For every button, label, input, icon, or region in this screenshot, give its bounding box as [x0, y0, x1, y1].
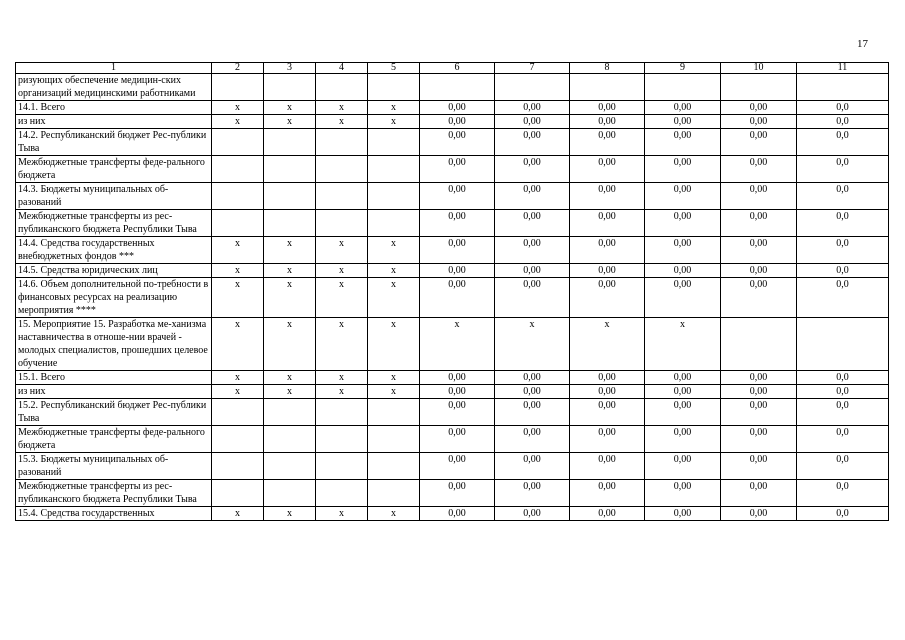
table-cell [368, 183, 420, 210]
header-cell: 10 [721, 63, 797, 74]
table-cell: х [212, 507, 264, 521]
table-row [16, 385, 889, 399]
table-cell: 0,00 [645, 426, 721, 453]
table-cell: 0,0 [797, 385, 889, 399]
table-cell: 0,00 [495, 371, 570, 385]
table-cell: 0,00 [645, 278, 721, 318]
table-cell: 0,00 [721, 453, 797, 480]
table-cell: 0,00 [495, 264, 570, 278]
table-cell: х [368, 385, 420, 399]
table-cell [316, 453, 368, 480]
table-cell: 0,00 [645, 101, 721, 115]
table-cell: х [368, 264, 420, 278]
table-cell [316, 399, 368, 426]
table-cell: 0,00 [721, 101, 797, 115]
table-cell: 0,00 [420, 385, 495, 399]
table-cell: 0,00 [495, 237, 570, 264]
table-cell: 0,00 [420, 210, 495, 237]
table-cell: 0,00 [420, 101, 495, 115]
table-cell [368, 210, 420, 237]
table-cell: 0,00 [495, 278, 570, 318]
table-cell: х [264, 278, 316, 318]
table-cell: 0,00 [570, 480, 645, 507]
row-label: 14.5. Средства юридических лиц [16, 264, 212, 278]
table-row [16, 129, 889, 156]
table-cell: 0,00 [495, 115, 570, 129]
header-cell: 6 [420, 63, 495, 74]
table-cell [316, 129, 368, 156]
table-cell: 0,00 [570, 115, 645, 129]
table-cell: 0,0 [797, 129, 889, 156]
header-cell: 9 [645, 63, 721, 74]
table-cell [721, 74, 797, 101]
table-cell [797, 74, 889, 101]
row-label: из них [16, 115, 212, 129]
table-cell: 0,00 [721, 210, 797, 237]
table-cell [212, 74, 264, 101]
table-cell: 0,00 [721, 426, 797, 453]
table-cell: 0,00 [495, 101, 570, 115]
table-cell: х [264, 264, 316, 278]
table-cell: 0,00 [570, 101, 645, 115]
table-row [16, 371, 889, 385]
table-cell: 0,00 [645, 371, 721, 385]
table-cell: 0,0 [797, 210, 889, 237]
table-cell: 0,0 [797, 264, 889, 278]
table-cell [212, 183, 264, 210]
table-cell: х [264, 115, 316, 129]
table-cell: х [316, 101, 368, 115]
table-cell: х [316, 371, 368, 385]
table-cell [264, 399, 316, 426]
row-label: из них [16, 385, 212, 399]
table-cell [264, 74, 316, 101]
table-cell: 0,00 [570, 156, 645, 183]
table-cell: 0,00 [570, 237, 645, 264]
table-cell: 0,00 [570, 371, 645, 385]
table-cell: 0,00 [645, 480, 721, 507]
table-cell: 0,00 [645, 115, 721, 129]
table-cell [495, 74, 570, 101]
header-cell: 11 [797, 63, 889, 74]
row-label: 14.2. Республиканский бюджет Рес-публики Тыва [16, 129, 212, 156]
table-cell [570, 74, 645, 101]
table-cell: 0,00 [645, 129, 721, 156]
table-cell [212, 210, 264, 237]
table-cell: 0,00 [570, 278, 645, 318]
table-cell [316, 426, 368, 453]
table-cell: 0,00 [721, 264, 797, 278]
table-cell: 0,00 [721, 507, 797, 521]
table-cell [264, 426, 316, 453]
page-number: 17 [857, 38, 868, 50]
header-cell: 4 [316, 63, 368, 74]
table-cell: 0,00 [420, 426, 495, 453]
table-cell: 0,00 [420, 115, 495, 129]
table-cell: 0,0 [797, 156, 889, 183]
table-cell: 0,00 [420, 399, 495, 426]
table-cell: х [495, 318, 570, 371]
table-cell: 0,00 [420, 264, 495, 278]
table-cell: 0,0 [797, 101, 889, 115]
table-cell: 0,00 [420, 156, 495, 183]
table-cell: х [212, 385, 264, 399]
table-cell: х [212, 101, 264, 115]
table-cell: 0,00 [495, 385, 570, 399]
table-cell: 0,00 [721, 480, 797, 507]
header-row [16, 63, 889, 74]
table-cell: 0,0 [797, 426, 889, 453]
table-cell: 0,00 [721, 183, 797, 210]
table-row [16, 318, 889, 371]
table-cell: 0,00 [645, 385, 721, 399]
table-cell: 0,00 [570, 264, 645, 278]
table-cell: 0,0 [797, 371, 889, 385]
table-row [16, 453, 889, 480]
row-label: 14.1. Всего [16, 101, 212, 115]
table-cell: 0,00 [420, 183, 495, 210]
row-label: 15. Мероприятие 15. Разработка ме-ханизма наставничества в отноше-нии врачей - молодых специалистов, прошедших целевое обучение [16, 318, 212, 371]
table-cell: 0,00 [495, 480, 570, 507]
table-cell: 0,00 [721, 115, 797, 129]
table-row [16, 480, 889, 507]
header-cell: 3 [264, 63, 316, 74]
table-cell: 0,00 [495, 210, 570, 237]
table-row [16, 183, 889, 210]
row-label: 14.6. Объем дополнительной по-требности в финансовых ресурсах на реализацию мероприятия **** [16, 278, 212, 318]
table-cell: 0,00 [570, 453, 645, 480]
table-cell [316, 183, 368, 210]
table-cell: х [316, 264, 368, 278]
table-cell: х [264, 237, 316, 264]
table-cell: 0,00 [420, 237, 495, 264]
table-cell: 0,00 [721, 399, 797, 426]
table-cell [264, 210, 316, 237]
table-cell [264, 453, 316, 480]
table-cell: 0,0 [797, 507, 889, 521]
header-cell: 5 [368, 63, 420, 74]
header-cell: 1 [16, 63, 212, 74]
row-label: ризующих обеспечение медицин-ских организаций медицинскими работниками [16, 74, 212, 101]
table-cell: х [316, 318, 368, 371]
budget-table [15, 62, 889, 521]
table-cell: х [212, 115, 264, 129]
row-label: 14.3. Бюджеты муниципальных об-разований [16, 183, 212, 210]
table-cell: 0,0 [797, 278, 889, 318]
table-cell: 0,00 [570, 385, 645, 399]
table-cell: 0,00 [495, 399, 570, 426]
table-cell [368, 399, 420, 426]
table-cell [368, 480, 420, 507]
table-cell: х [264, 507, 316, 521]
table-cell [368, 426, 420, 453]
table-cell [316, 210, 368, 237]
table-row [16, 426, 889, 453]
table-cell: х [264, 385, 316, 399]
table-row [16, 264, 889, 278]
table-row [16, 237, 889, 264]
table-cell [212, 426, 264, 453]
table-cell: 0,00 [495, 156, 570, 183]
table-cell: 0,00 [420, 453, 495, 480]
table-cell: 0,00 [721, 278, 797, 318]
table-cell: х [264, 101, 316, 115]
row-label: 14.4. Средства государственных внебюджетных фондов *** [16, 237, 212, 264]
table-cell: 0,00 [420, 278, 495, 318]
table-cell: х [212, 318, 264, 371]
table-cell: 0,00 [645, 507, 721, 521]
table-cell: х [645, 318, 721, 371]
table-cell: х [316, 115, 368, 129]
table-cell: 0,00 [721, 371, 797, 385]
header-cell: 2 [212, 63, 264, 74]
table-cell [264, 156, 316, 183]
table-cell [645, 74, 721, 101]
table-cell: 0,00 [645, 210, 721, 237]
table-cell: 0,00 [645, 264, 721, 278]
row-label: Межбюджетные трансферты из рес-публиканского бюджета Республики Тыва [16, 210, 212, 237]
table-cell: 0,00 [570, 183, 645, 210]
table-cell: 0,00 [570, 426, 645, 453]
table-cell: 0,00 [495, 129, 570, 156]
table-cell: х [264, 371, 316, 385]
table-row [16, 399, 889, 426]
table-cell: 0,00 [495, 426, 570, 453]
table-cell [316, 74, 368, 101]
table-cell: 0,00 [420, 480, 495, 507]
table-cell: 0,0 [797, 453, 889, 480]
table-cell [420, 74, 495, 101]
table-row [16, 507, 889, 521]
table-cell: х [368, 101, 420, 115]
row-label: 15.3. Бюджеты муниципальных об-разований [16, 453, 212, 480]
table-row [16, 74, 889, 101]
table-cell: х [368, 115, 420, 129]
table-row [16, 210, 889, 237]
table-cell: 0,00 [645, 399, 721, 426]
table-cell: 0,00 [570, 210, 645, 237]
table-cell: 0,00 [721, 237, 797, 264]
table-cell: х [212, 278, 264, 318]
table-cell: 0,00 [570, 129, 645, 156]
table-cell [368, 156, 420, 183]
table-cell [264, 183, 316, 210]
table-cell [368, 74, 420, 101]
table-cell: 0,00 [420, 129, 495, 156]
table-cell: 0,00 [645, 237, 721, 264]
table-cell: х [316, 237, 368, 264]
table-cell: х [368, 237, 420, 264]
table-cell [797, 318, 889, 371]
table-cell: 0,00 [645, 156, 721, 183]
table-cell: х [316, 278, 368, 318]
table-cell: х [264, 318, 316, 371]
table-cell: 0,00 [495, 183, 570, 210]
header-cell: 8 [570, 63, 645, 74]
table-cell: 0,00 [495, 453, 570, 480]
table-cell: х [368, 318, 420, 371]
table-cell: 0,0 [797, 183, 889, 210]
table-cell: х [316, 507, 368, 521]
table-cell: 0,00 [721, 385, 797, 399]
row-label: Межбюджетные трансферты феде-рального бюджета [16, 426, 212, 453]
table-cell [212, 480, 264, 507]
table-cell: 0,00 [420, 507, 495, 521]
header-cell: 7 [495, 63, 570, 74]
table-cell [212, 453, 264, 480]
table-cell: х [212, 237, 264, 264]
table-cell: 0,00 [420, 371, 495, 385]
table-cell [316, 480, 368, 507]
table-cell: 0,00 [721, 129, 797, 156]
table-cell: 0,00 [570, 399, 645, 426]
table-cell [212, 399, 264, 426]
table-row [16, 101, 889, 115]
row-label: Межбюджетные трансферты из рес-публиканского бюджета Республики Тыва [16, 480, 212, 507]
table-cell: х [368, 278, 420, 318]
row-label: 15.4. Средства государственных [16, 507, 212, 521]
table-cell: 0,00 [645, 183, 721, 210]
table-row [16, 278, 889, 318]
table-cell [264, 480, 316, 507]
table-cell: х [420, 318, 495, 371]
table-cell: х [368, 507, 420, 521]
row-label: Межбюджетные трансферты феде-рального бюджета [16, 156, 212, 183]
table-cell [368, 453, 420, 480]
row-label: 15.2. Республиканский бюджет Рес-публики Тыва [16, 399, 212, 426]
table-cell [212, 156, 264, 183]
table-cell: х [570, 318, 645, 371]
table-cell: 0,0 [797, 399, 889, 426]
table-row [16, 156, 889, 183]
table-cell: 0,00 [721, 156, 797, 183]
row-label: 15.1. Всего [16, 371, 212, 385]
table-cell [212, 129, 264, 156]
table-cell [316, 156, 368, 183]
table-cell: 0,00 [645, 453, 721, 480]
table-cell: 0,0 [797, 480, 889, 507]
table-cell: х [212, 264, 264, 278]
table-cell [264, 129, 316, 156]
table-cell: 0,00 [495, 507, 570, 521]
table-cell: х [316, 385, 368, 399]
table-row [16, 115, 889, 129]
table-cell: 0,0 [797, 237, 889, 264]
table-cell: х [368, 371, 420, 385]
table-cell [721, 318, 797, 371]
table-cell: 0,0 [797, 115, 889, 129]
table-cell: х [212, 371, 264, 385]
table-cell: 0,00 [570, 507, 645, 521]
table-cell [368, 129, 420, 156]
